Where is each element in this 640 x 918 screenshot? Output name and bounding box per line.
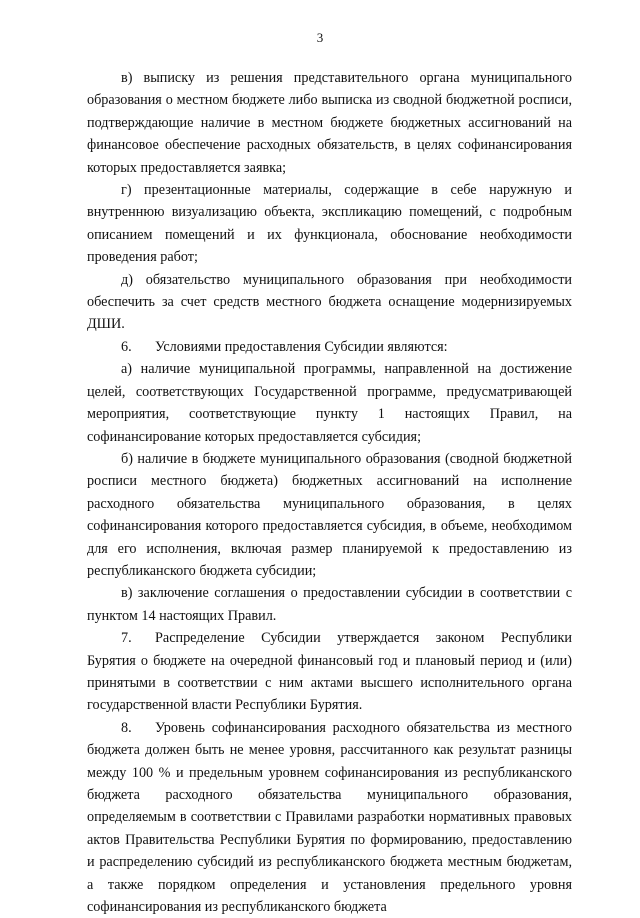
clause-7-number: 7. [121,630,132,647]
clause-6-sub-b: б) наличие в бюджете муниципального образования (сводной бюджетной росписи местного бюджета) бюджетных ассигнований на исполнение расходного обязательства муниципального образования, в целях софинансирования которого предоставляется субсидия, в объеме, необходимом для его исполнения, включая размер планируемой к предоставлению из республиканского бюджета субсидии; [87,450,572,579]
clause-6-sub-a: а) наличие муниципальной программы, направленной на достижение целей, соответствующих Государственной программе, предусматривающей мероприятия, соответствующие пункту 1 настоящих Правил, на софинансирование которых предоставляется субсидия; [87,361,572,445]
clause-6 [87,336,572,358]
paragraph-d-obligation: д) обязательство муниципального образования при необходимости обеспечить за счет средств местного бюджета оснащение модернизируемых ДШИ. [87,271,572,333]
clause-8-text: Уровень софинансирования расходного обязательства из местного бюджета должен быть не менее уровня, рассчитанного как результат разницы между 100 % и предельным уровнем софинансирования из республиканского бюджета расходного обязательства муниципального образования, определяемым в соответствии с Правилами разработки нормативных правовых актов Правительства Республики Бурятия по формированию, предоставлению и распределению субсидий из республиканского бюджета местным бюджетам, а также порядком определения и установления предельного уровня софинансирования из республиканского бюджета [87,719,572,916]
paragraph-g-presentation: г) презентационные материалы, содержащие в себе наружную и внутреннюю визуализацию объекта, экспликацию помещений, с подробным описанием помещений и их функционала, обоснование необходимости проведения работ; [87,182,572,266]
page-number: 3 [316,30,324,45]
clause-6-text: Условиями предоставления Субсидии являются: [155,338,448,355]
clause-7 [87,627,572,717]
clause-8 [87,717,572,918]
paragraph-v-extract: в) выписку из решения представительного органа муниципального образования о местном бюджете либо выписка из сводной бюджетной росписи, подтверждающие наличие в местном бюджете бюджетных ассигнований на финансовое обеспечение расходных обязательств, в целях софинансирования которых предоставляется заявка; [87,70,572,176]
document-body [87,67,572,918]
clause-6-number: 6. [121,338,132,355]
clause-8-number: 8. [121,719,132,736]
clause-7-text: Распределение Субсидии утверждается законом Республики Бурятия о бюджете на очередной финансовый год и плановый период и (или) принятыми в соответствии с ним актами высшего исполнительного органа государственной власти Республики Бурятия. [87,630,572,714]
clause-6-sub-v: в) заключение соглашения о предоставлении субсидии в соответствии с пунктом 14 настоящих Правил. [87,585,572,624]
